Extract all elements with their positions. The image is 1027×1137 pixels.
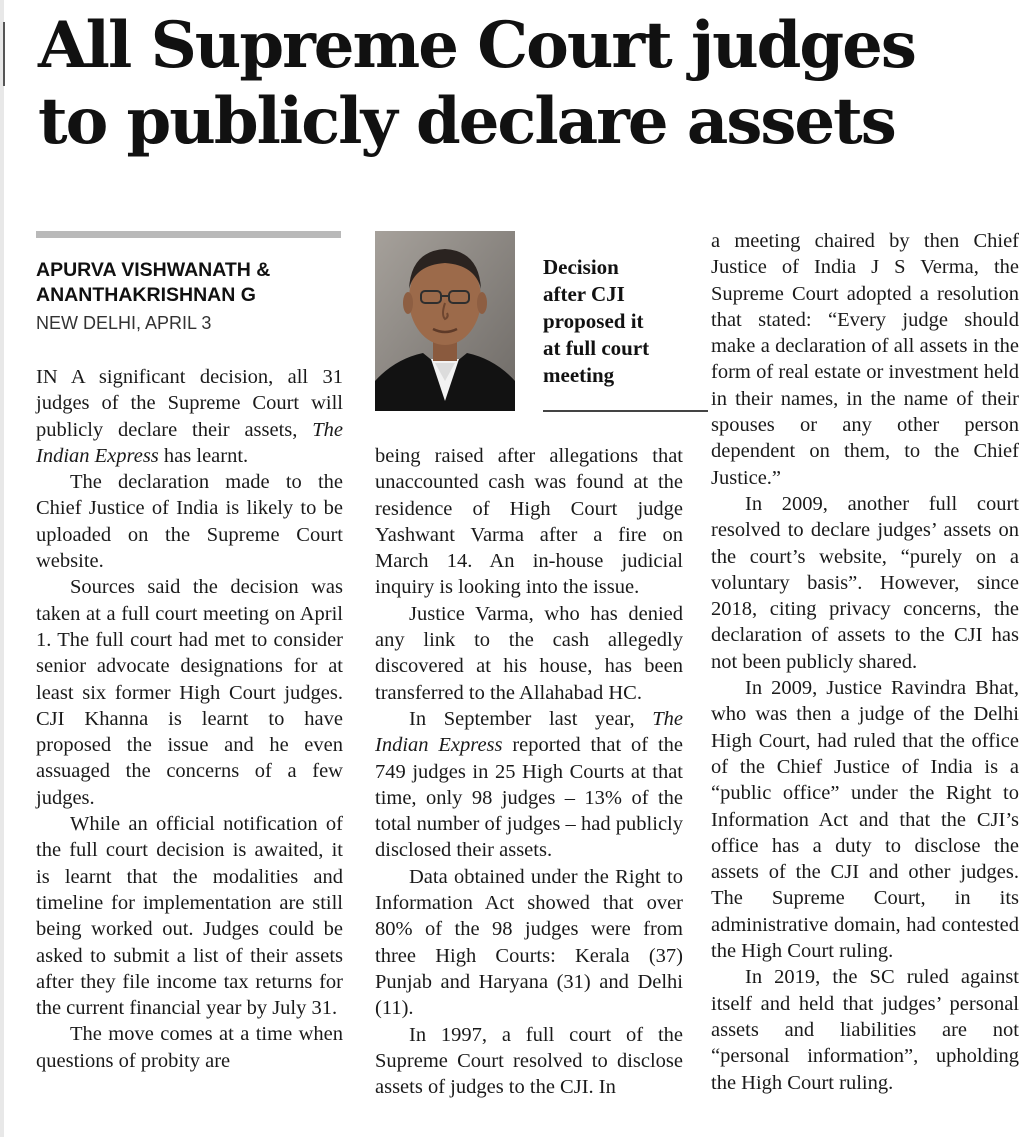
article-column-3 (711, 228, 1019, 1096)
photo-caption (543, 254, 683, 389)
caption-line: Decision (543, 255, 619, 279)
paragraph: While an official notification of the full court decision is awaited, it is learnt that the modalities and timeline for implementation are still being worked out. Judges could be asked to submit a list of their assets after they file income tax returns for the current financial year by July 31. (36, 813, 343, 1020)
paragraph: Sources said the decision was taken at a full court meeting on April 1. The full court had met to consider senior advocate designations for at least six former High Court judges. CJI Khanna is learnt to have proposed the issue and he even assuaged the concerns of a few judges. (36, 576, 343, 809)
caption-line: after CJI (543, 282, 625, 306)
dateline: NEW DELHI, APRIL 3 (36, 313, 212, 333)
publication-name: The Indian Express (36, 418, 343, 467)
paragraph: IN A significant decision, all 31 judges of the Supreme Court will publicly declare their assets, The Indian Express has learnt. (36, 366, 343, 467)
paragraph: In September last year, The Indian Express reported that of the 749 judges in 25 High Courts at that time, only 98 judges – 13% of the total number of judges – had publicly disclosed their assets. (375, 707, 683, 862)
paragraph: a meeting chaired by then Chief Justice of India J S Verma, the Supreme Court adopted a resolution that stated: “Every judge should make a declaration of all assets in the form of real estate or investment held in their names, in the name of their spouses or any other person dependent on them, to the Chief Justice.” (711, 230, 1019, 489)
judge-photo (375, 231, 515, 411)
article-column-2 (375, 443, 683, 1100)
paragraph: Data obtained under the Right to Information Act showed that over 80% of the 98 judges were from three High Courts: Kerala (37) Punjab and Haryana (31) and Delhi (11). (375, 865, 683, 1020)
paragraph: In 2019, the SC ruled against itself and held that judges’ personal assets and liabilities are not “personal information”, upholding the High Court ruling. (711, 966, 1019, 1094)
paragraph: In 1997, a full court of the Supreme Court resolved to disclose assets of judges to the CJI. In (375, 1023, 683, 1099)
caption-line: meeting (543, 363, 615, 387)
publication-name: The Indian Express (375, 707, 683, 757)
paragraph: The move comes at a time when questions of probity are (36, 1023, 343, 1072)
caption-line: at full court (543, 336, 650, 360)
headline (38, 8, 1023, 160)
page-left-edge (0, 0, 4, 1137)
paragraph: In 2009, another full court resolved to declare judges’ assets on the court’s website, “purely on a voluntary basis”. However, since 2018, citing privacy concerns, the declaration of assets to the CJI has not been publicly shared. (711, 492, 1019, 673)
portrait-illustration (375, 231, 515, 411)
byline-authors (36, 258, 346, 308)
caption-line: proposed it (543, 309, 644, 333)
headline-line-2: to publicly declare assets (38, 84, 895, 159)
paragraph: being raised after allegations that unaccounted cash was found at the residence of High Court judge Yashwant Varma after a fire on March 14. An in-house judicial inquiry is looking into the issue. (375, 445, 683, 599)
edge-mark (3, 22, 5, 86)
headline-line-1: All Supreme Court judges (38, 8, 915, 83)
byline-rule (36, 231, 341, 238)
author-2: ANANTHAKRISHNAN G (36, 284, 256, 306)
paragraph: In 2009, Justice Ravindra Bhat, who was then a judge of the Delhi High Court, had ruled that the office of the Chief Justice of India is a “public office” under the Right to Information Act and that the CJI’s office has a duty to disclose the assets of the CJI and other judges. The Supreme Court, in its administrative domain, had contested the High Court ruling. (711, 677, 1019, 963)
author-1: APURVA VISHWANATH & (36, 259, 271, 281)
article-column-1 (36, 364, 343, 1074)
paragraph: Justice Varma, who has denied any link to the cash allegedly discovered at his house, has been transferred to the Allahabad HC. (375, 602, 683, 704)
caption-rule (543, 410, 708, 412)
paragraph: The declaration made to the Chief Justice of India is likely to be uploaded on the Supreme Court website. (36, 471, 343, 573)
